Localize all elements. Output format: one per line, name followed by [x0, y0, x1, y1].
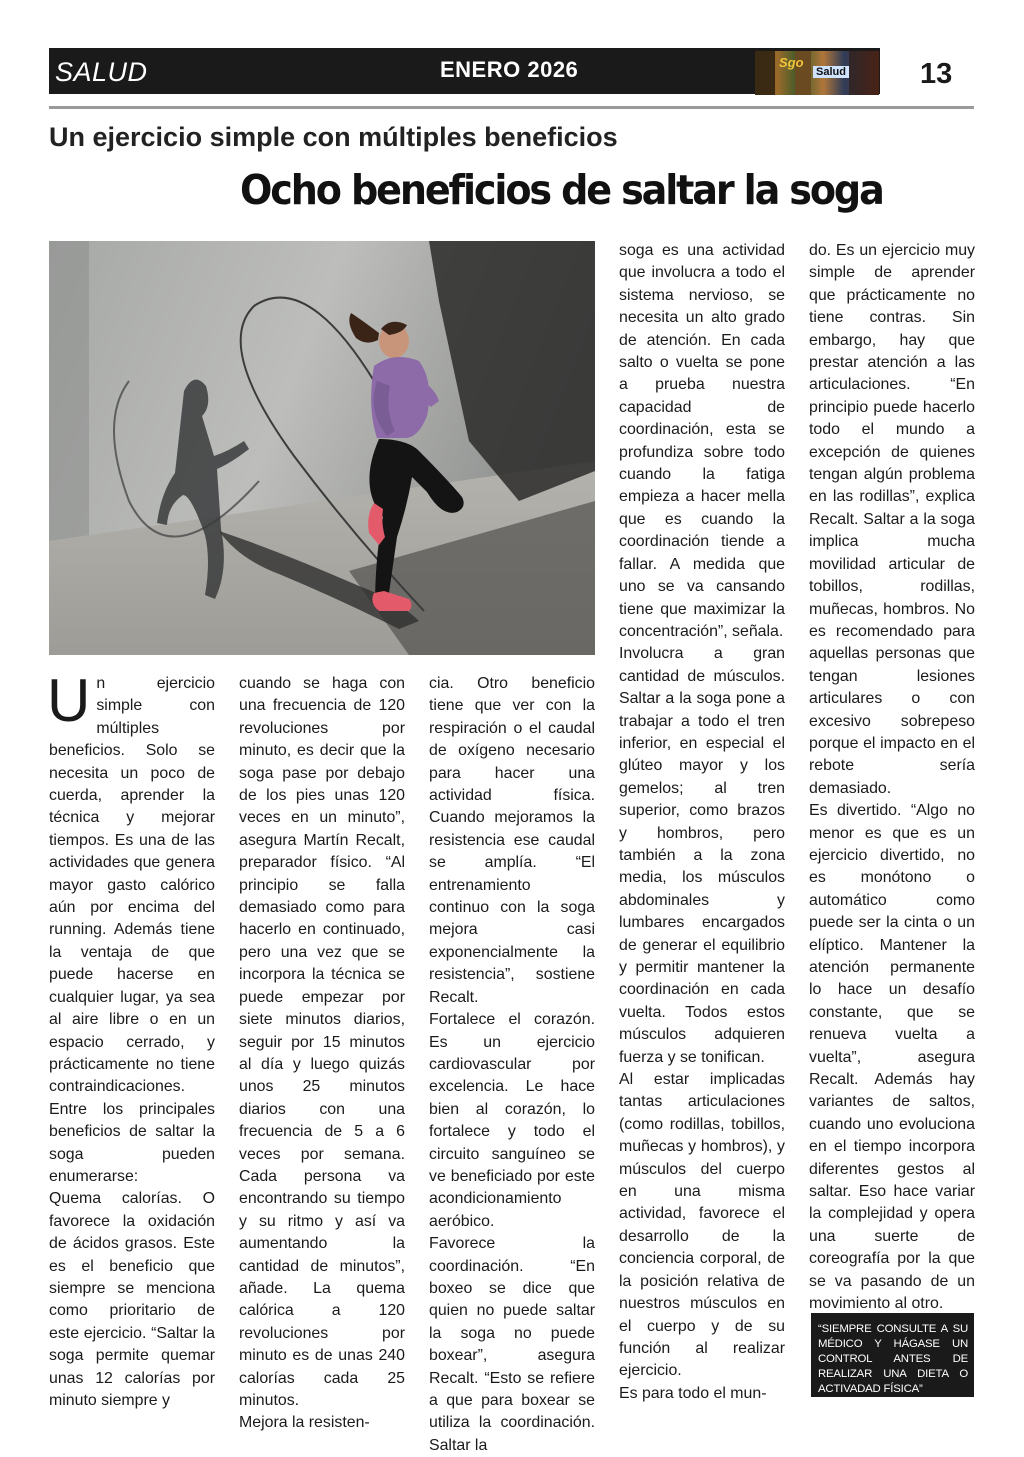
publication-logo — [755, 51, 879, 95]
article-column-3 — [429, 673, 595, 1457]
column-1-paragraph: n ejercicio simple con múltiples beneficios. Solo se necesita un poco de cuerda, aprender la técnica y mejorar tiempos. Es una de las actividades que genera mayor gasto calórico aún por encima del running. Además tiene la ventaja de que puede hacerse en cualquier lugar, ya sea al aire libre o en un espacio cerrado, y prácticamente no tiene contraindicaciones. Entre los principales beneficios de saltar la soga pueden enumerarse: — [49, 675, 215, 1185]
column-2-paragraph: cuando se haga con una frecuencia de 120 revoluciones por minuto, es decir que la soga pase por debajo de los pies unas 120 veces en un minuto”, asegura Martín Recalt, preparador físico. “Al principio se falla demasiado como para hacerlo en continuado, pero una vez que se incorpora la técnica se puede empezar por siete minutos diarios, seguir por 15 minutos al día y luego quizás unos 25 minutos diarios con una frecuencia de 5 a 6 veces por semana. Cada persona va encontrando su tiempo y su ritmo y así va aumentando la cantidad de minutos”, añade. La quema calórica a 120 revoluciones por minuto es de unas 240 calorías cada 25 minutos. — [239, 675, 405, 1409]
medical-notice-box: “SIEMPRE CONSULTE A SU MÉDICO Y HÁGASE UN CONTROL ANTES DE REALIZAR UNA DIETA O ACTIVADAD FÍSICA” — [811, 1313, 974, 1397]
column-4-paragraph: soga es una actividad que involucra a todo el sistema nervioso, se necesita un alto grado de atención. En cada salto o vuelta se pone a prueba nuestra capacidad de coordinación, esta se profundiza sobre todo cuando la fatiga empieza a hacer mella que es cuando la coordinación tiende a fallar. A medida que uno se va cansando tiene que maximizar la concentración”, señala. — [619, 242, 785, 640]
article-photo — [49, 241, 595, 655]
article-column-2 — [239, 673, 405, 1435]
issue-date: ENERO 2026 — [440, 57, 579, 82]
column-4-paragraph: Involucra a gran cantidad de músculos. Saltar a la soga pone a trabajar a todo el tren inferior, en especial el glúteo mayor y los gemelos; al tren superior, como brazos y hombros, pero también a la zona media, los músculos abdominales y lumbares encargados de generar el equilibrio y permitir mantener la coordinación en cada vuelta. Todos estos músculos adquieren fuerza y se tonifican. — [619, 645, 785, 1066]
column-3-paragraph: Fortalece el corazón. Es un ejercicio cardiovascular por excelencia. Le hace bien al corazón, lo fortalece y todo el circuito sanguíneo se ve beneficiado por este acondicionamiento aeróbico. — [429, 1011, 595, 1230]
column-2-paragraph: Mejora la resisten- — [239, 1414, 370, 1432]
logo-text-secondary: Salud — [813, 66, 849, 78]
column-1-paragraph: Quema calorías. O favorece la oxidación de ácidos grasos. Este es el beneficio que siempre se menciona como prioritario de este ejercicio. “Saltar la soga permite quemar unas 12 calorías por minuto siempre y — [49, 1190, 215, 1409]
column-3-paragraph: Favorece la coordinación. “En boxeo se dice que quien no puede saltar la soga no puede boxear”, asegura Recalt. “Esto se refiere a que para boxear se utiliza la coordinación. Saltar la — [429, 1235, 595, 1454]
page-number: 13 — [920, 58, 953, 90]
drop-cap: U — [47, 667, 91, 734]
logo-text-primary: Sgo — [779, 55, 804, 70]
article-headline: Ocho beneficios de saltar la soga — [240, 166, 883, 214]
column-5-paragraph: Es divertido. “Algo no menor es que es un ejercicio divertido, no es monótono o automático como puede ser la cinta o un elíptico. Mantener la atención permanente lo hace un desafío constante, que se renueva vuelta a vuelta”, asegura Recalt. Además hay variantes de saltos, cuando uno evoluciona en el tiempo incorpora diferentes gestos al saltar. Eso hace variar la complejidad y opera una suerte de coreografía por la que se va pasando de un movimiento al otro. — [809, 802, 975, 1313]
column-3-paragraph: cia. Otro beneficio tiene que ver con la respiración o el caudal de oxígeno necesario para hacer una actividad física. Cuando mejoramos la resistencia ese caudal se amplía. “El entrenamiento continuo con la soga mejora casi exponencialmente la resistencia”, sostiene Recalt. — [429, 675, 595, 1006]
article-column-4 — [619, 240, 785, 1405]
column-4-paragraph: Al estar implicadas tantas articulaciones (como rodillas, tobillos, muñecas y hombros), y músculos del cuerpo en una misma actividad, favorece el desarrollo de la conciencia corporal, de la posición relativa de nuestros músculos en el cuerpo y de su función al realizar ejercicio. — [619, 1071, 785, 1380]
column-5-paragraph: do. Es un ejercicio muy simple de aprender que prácticamente no tiene contras. Sin embargo, hay que prestar atención a las articulaciones. “En principio puede hacerlo todo el mundo a excepción de quienes tengan algún problema en las rodillas”, explica Recalt. Saltar a la soga implica mucha movilidad articular de tobillos, rodillas, muñecas, hombros. No es recomendado para aquellas personas que tengan lesiones articulares o con excesivo sobrepeso porque el impacto en el rebote sería demasiado. — [809, 242, 975, 797]
article-kicker: Un ejercicio simple con múltiples beneficios — [49, 122, 618, 152]
article-column-5 — [809, 240, 975, 1316]
column-4-paragraph: Es para todo el mun- — [619, 1384, 767, 1402]
article-column-1 — [47, 667, 215, 1412]
header-divider — [49, 106, 974, 109]
section-label: SALUD — [55, 57, 148, 87]
